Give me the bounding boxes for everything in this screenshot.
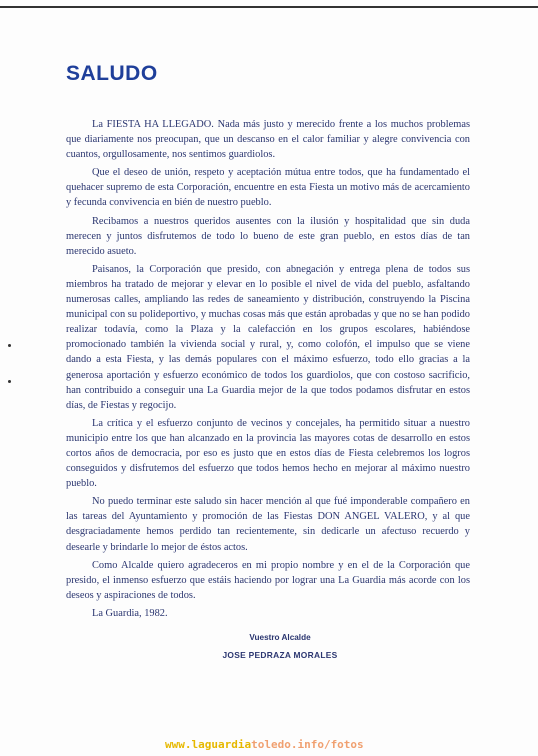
page-title: SALUDO bbox=[66, 62, 158, 85]
paragraph: Como Alcalde quiero agradeceros en mi propio nombre y en el de la Corporación que presido, el inmenso esfuerzo que estáis haciendo por lograr una La Guardia más acorde con los deseos y aspiraciones de todos. bbox=[66, 559, 470, 601]
paragraph: La crítica y el esfuerzo conjunto de vecinos y concejales, ha permitido situar a nuestro municipio entre los que han alcanzado en la provincia las mayores cotas de desarrollo en estos cortos años de democracia, por eso es justo que en estos días de Fiesta celebremos los logros conseguidos y disfrutemos del esfuerzo que todos hemos hecho en mejorar al máximo nuestro pueblo. bbox=[66, 417, 470, 490]
margin-mark bbox=[8, 380, 11, 383]
watermark bbox=[165, 738, 364, 751]
paragraph: Recibamos a nuestros queridos ausentes con la ilusión y hospitalidad que sin duda merecen y juntos disfrutemos de todo lo bueno de este gran pueblo, en estos días de tan merecido asueto. bbox=[66, 215, 470, 257]
watermark-domain: www.laguardia bbox=[165, 738, 252, 751]
top-rule bbox=[0, 6, 538, 8]
signature-block bbox=[160, 633, 400, 660]
watermark-path: toledo.info/fotos bbox=[251, 738, 364, 751]
paragraph: Paisanos, la Corporación que presido, con abnegación y entrega plena de todos sus miembros ha tratado de mejorar y elevar en lo posible el nivel de vida del pueblo, asfaltando numerosas calles, ampliando las redes de saneamiento y distribución, construyendo la Piscina municipal con su polideportivo, y muchas cosas más que están aprobadas y que no se han podido realizar todavía, como la Plaza y la calefacción en los grupos escolares, habiéndose promocionado también la vivienda social y rural, y, como colofón, el impulso que se viene dando a esta Fiesta, y las demás populares con el máximo esfuerzo, todo ello gracias a la generosa aportación y esfuerzo económico de todos los guardiolos, que con costoso sacrificio, han contribuido a conseguir una La Guardia mejor de la que todos podamos disfrutar en estos días, de Fiestas y regocijo. bbox=[66, 263, 470, 411]
signature-name: JOSE PEDRAZA MORALES bbox=[222, 650, 338, 660]
margin-mark bbox=[8, 344, 11, 347]
date-line: La Guardia, 1982. bbox=[92, 607, 168, 619]
paragraph: Que el deseo de unión, respeto y aceptación mútua entre todos, que ha fundamentado el quehacer supremo de esta Corporación, encuentre en esta Fiesta un motivo más de acercamiento y fecunda convivencia en bién de nuestro pueblo. bbox=[66, 167, 470, 209]
letter-body bbox=[66, 117, 470, 624]
signature-role: Vuestro Alcalde bbox=[249, 633, 311, 642]
paragraph: La FIESTA HA LLEGADO. Nada más justo y merecido frente a los muchos problemas que diariamente nos preocupan, que un descanso en el calor familiar y alegre convivencia con cuantos, orgullosamente, nos sentimos guardiolos. bbox=[66, 119, 470, 161]
paragraph: No puedo terminar este saludo sin hacer mención al que fué imponderable compañero en las tareas del Ayuntamiento y promoción de las Fiestas DON ANGEL VALERO, y al que desgraciadamente hemos perdido tan recientemente, sin dedicarle un afectuso recuerdo y desearle y brindarle lo mejor de éstos actos. bbox=[66, 496, 470, 553]
